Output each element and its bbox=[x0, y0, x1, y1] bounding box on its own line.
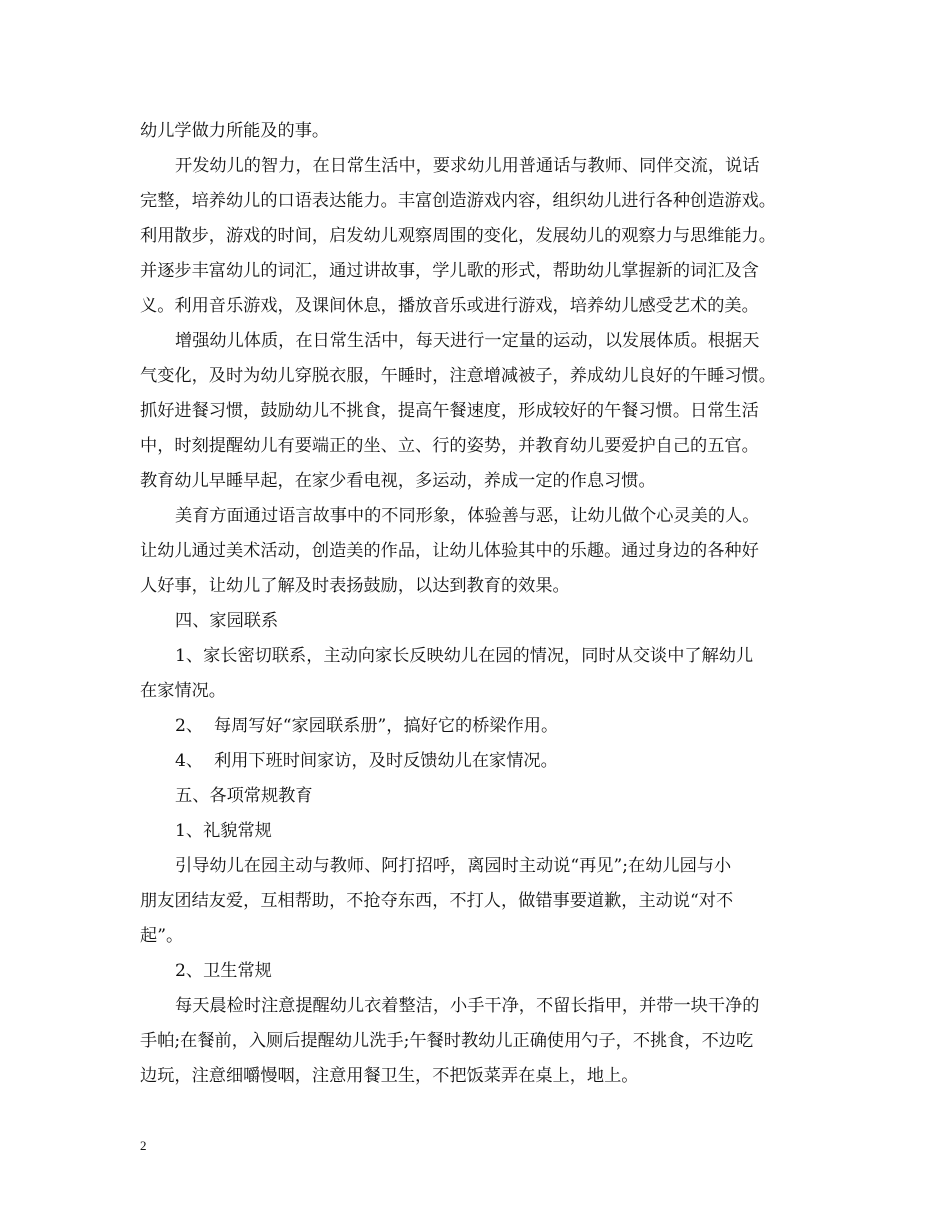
text-line: 每天晨检时注意提醒幼儿衣着整洁，小手干净，不留长指甲，并带一块干净的 bbox=[175, 996, 760, 1016]
section-heading: 四、家园联系 bbox=[175, 611, 279, 631]
text-line: 义。利用音乐游戏，及课间休息，播放音乐或进行游戏，培养幼儿感受艺术的美。 bbox=[140, 296, 759, 316]
text-line: 起”。 bbox=[140, 926, 184, 946]
section-heading: 五、各项常规教育 bbox=[175, 786, 313, 806]
text-line: 增强幼儿体质，在日常生活中，每天进行一定量的运动，以发展体质。根据天 bbox=[175, 331, 760, 351]
text-line: 边玩，注意细嚼慢咽，注意用餐卫生，不把饭菜弄在桌上，地上。 bbox=[140, 1066, 639, 1086]
text-line: 美育方面通过语言故事中的不同形象，体验善与恶，让幼儿做个心灵美的人。 bbox=[175, 506, 760, 526]
text-line: 人好事，让幼儿了解及时表扬鼓励，以达到教育的效果。 bbox=[140, 576, 570, 596]
text-line: 1、家长密切联系，主动向家长反映幼儿在园的情况，同时从交谈中了解幼儿 bbox=[175, 646, 754, 666]
text-line: 2、 每周写好“家园联系册”，搞好它的桥梁作用。 bbox=[175, 716, 559, 736]
subsection-heading: 1、礼貌常规 bbox=[175, 821, 272, 841]
text-line: 让幼儿通过美术活动，创造美的作品，让幼儿体验其中的乐趣。通过身边的各种好 bbox=[140, 541, 759, 561]
text-line: 开发幼儿的智力，在日常生活中，要求幼儿用普通话与教师、同伴交流，说话 bbox=[175, 156, 760, 176]
text-line: 朋友团结友爱，互相帮助，不抢夺东西，不打人，做错事要道歉，主动说“对不 bbox=[140, 891, 734, 911]
text-line: 利用散步，游戏的时间，启发幼儿观察周围的变化，发展幼儿的观察力与思维能力。 bbox=[140, 226, 776, 246]
text-line: 手帕;在餐前，入厕后提醒幼儿洗手;午餐时教幼儿正确使用勺子，不挑食，不边吃 bbox=[140, 1031, 754, 1051]
text-line: 中，时刻提醒幼儿有要端正的坐、立、行的姿势，并教育幼儿要爱护自己的五官。 bbox=[140, 436, 759, 456]
page-number: 2 bbox=[140, 1138, 147, 1153]
text-line: 并逐步丰富幼儿的词汇，通过讲故事，学儿歌的形式，帮助幼儿掌握新的词汇及含 bbox=[140, 261, 759, 281]
text-line: 教育幼儿早睡早起，在家少看电视，多运动，养成一定的作息习惯。 bbox=[140, 471, 656, 491]
text-line: 幼儿学做力所能及的事。 bbox=[140, 121, 330, 141]
text-line: 完整，培养幼儿的口语表达能力。丰富创造游戏内容，组织幼儿进行各种创造游戏。 bbox=[140, 191, 776, 211]
text-line: 引导幼儿在园主动与教师、阿打招呼，离园时主动说“再见”;在幼儿园与小 bbox=[175, 856, 732, 876]
subsection-heading: 2、卫生常规 bbox=[175, 961, 272, 981]
text-line: 在家情况。 bbox=[140, 681, 226, 701]
text-line: 抓好进餐习惯，鼓励幼儿不挑食，提高午餐速度，形成较好的午餐习惯。日常生活 bbox=[140, 401, 759, 421]
text-line: 4、 利用下班时间家访，及时反馈幼儿在家情况。 bbox=[175, 751, 558, 771]
text-line: 气变化，及时为幼儿穿脱衣服，午睡时，注意增减被子，养成幼儿良好的午睡习惯。 bbox=[140, 366, 776, 386]
